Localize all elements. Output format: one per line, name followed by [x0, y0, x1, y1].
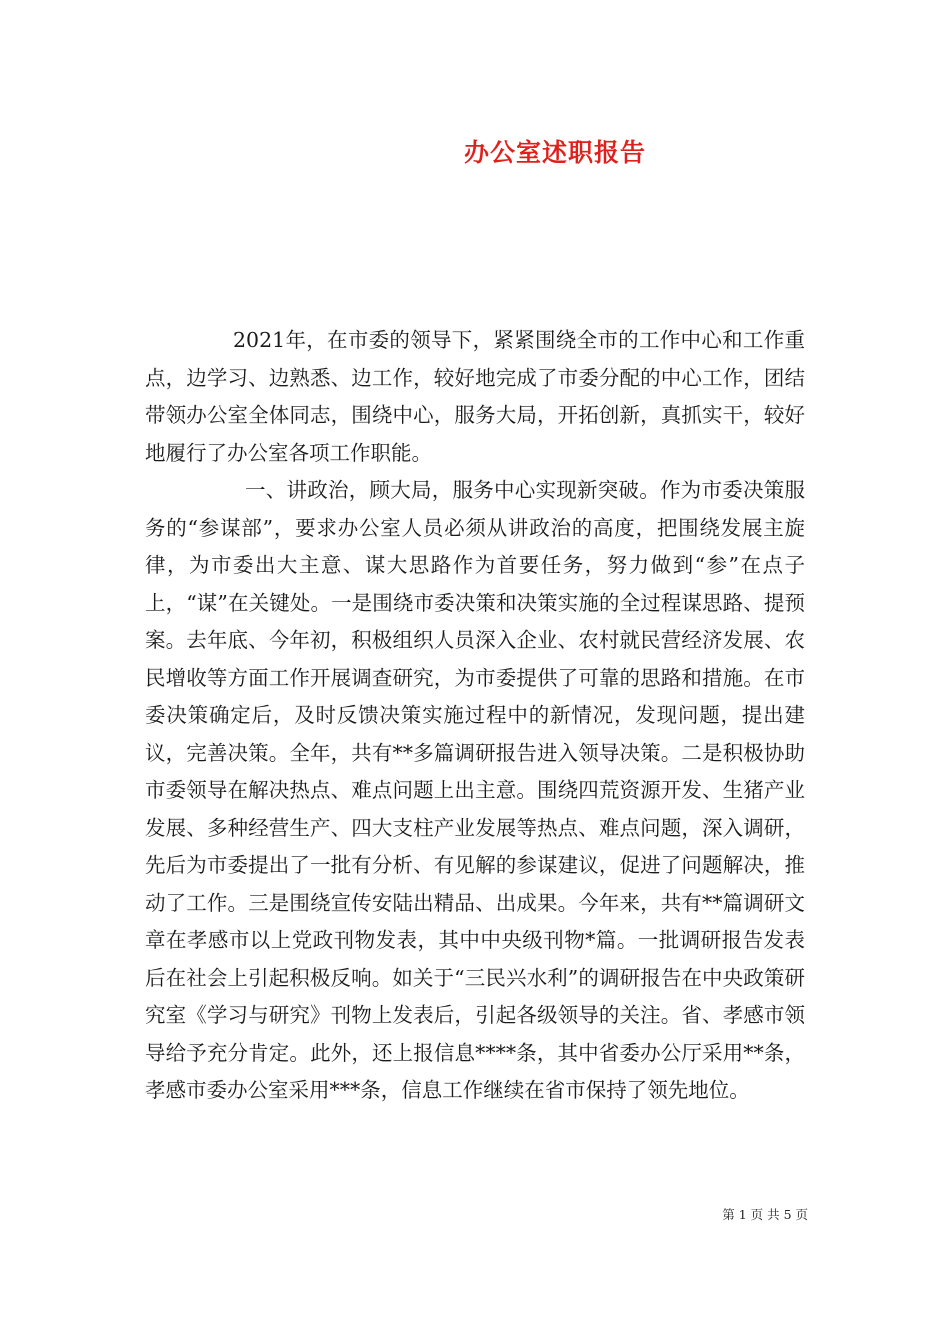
- paragraph-section-one: 一、讲政治，顾大局，服务中心实现新突破。作为市委决策服务的“参谋部”，要求办公室人员必须从讲政治的高度，把围绕发展主旋律，为市委出大主意、谋大思路作为首要任务，努力做到“参”在点子上，“谋”在关键处。一是围绕市委决策和决策实施的全过程谋思路、提预案。去年底、今年初，积极组织人员深入企业、农村就民营经济发展、农民增收等方面工作开展调查研究，为市委提供了可靠的思路和措施。在市委决策确定后，及时反馈决策实施过程中的新情况，发现问题，提出建议，完善决策。全年，共有**多篇调研报告进入领导决策。二是积极协助市委领导在解决热点、难点问题上出主意。围绕四荒资源开发、生猪产业发展、多种经营生产、四大支柱产业发展等热点、难点问题，深入调研，先后为市委提出了一批有分析、有见解的参谋建议，促进了问题解决，推动了工作。三是围绕宣传安陆出精品、出成果。今年来，共有**篇调研文章在孝感市以上党政刊物发表，其中中央级刊物*篇。一批调研报告发表后在社会上引起积极反响。如关于“三民兴水利”的调研报告在中央政策研究室《学习与研究》刊物上发表后，引起各级领导的关注。省、孝感市领导给予充分肯定。此外，还上报信息****条，其中省委办公厅采用**条，孝感市委办公室采用***条，信息工作继续在省市保持了领先地位。: [145, 478, 805, 1102]
- document-body: [145, 322, 805, 1110]
- document-title: 办公室述职报告: [463, 138, 646, 167]
- page-number: 第 1 页 共 5 页: [722, 1207, 808, 1222]
- paragraph-intro: 2021年，在市委的领导下，紧紧围绕全市的工作中心和工作重点，边学习、边熟悉、边工作，较好地完成了市委分配的中心工作，团结带领办公室全体同志，围绕中心，服务大局，开拓创新，真抓实干，较好地履行了办公室各项工作职能。: [145, 328, 805, 465]
